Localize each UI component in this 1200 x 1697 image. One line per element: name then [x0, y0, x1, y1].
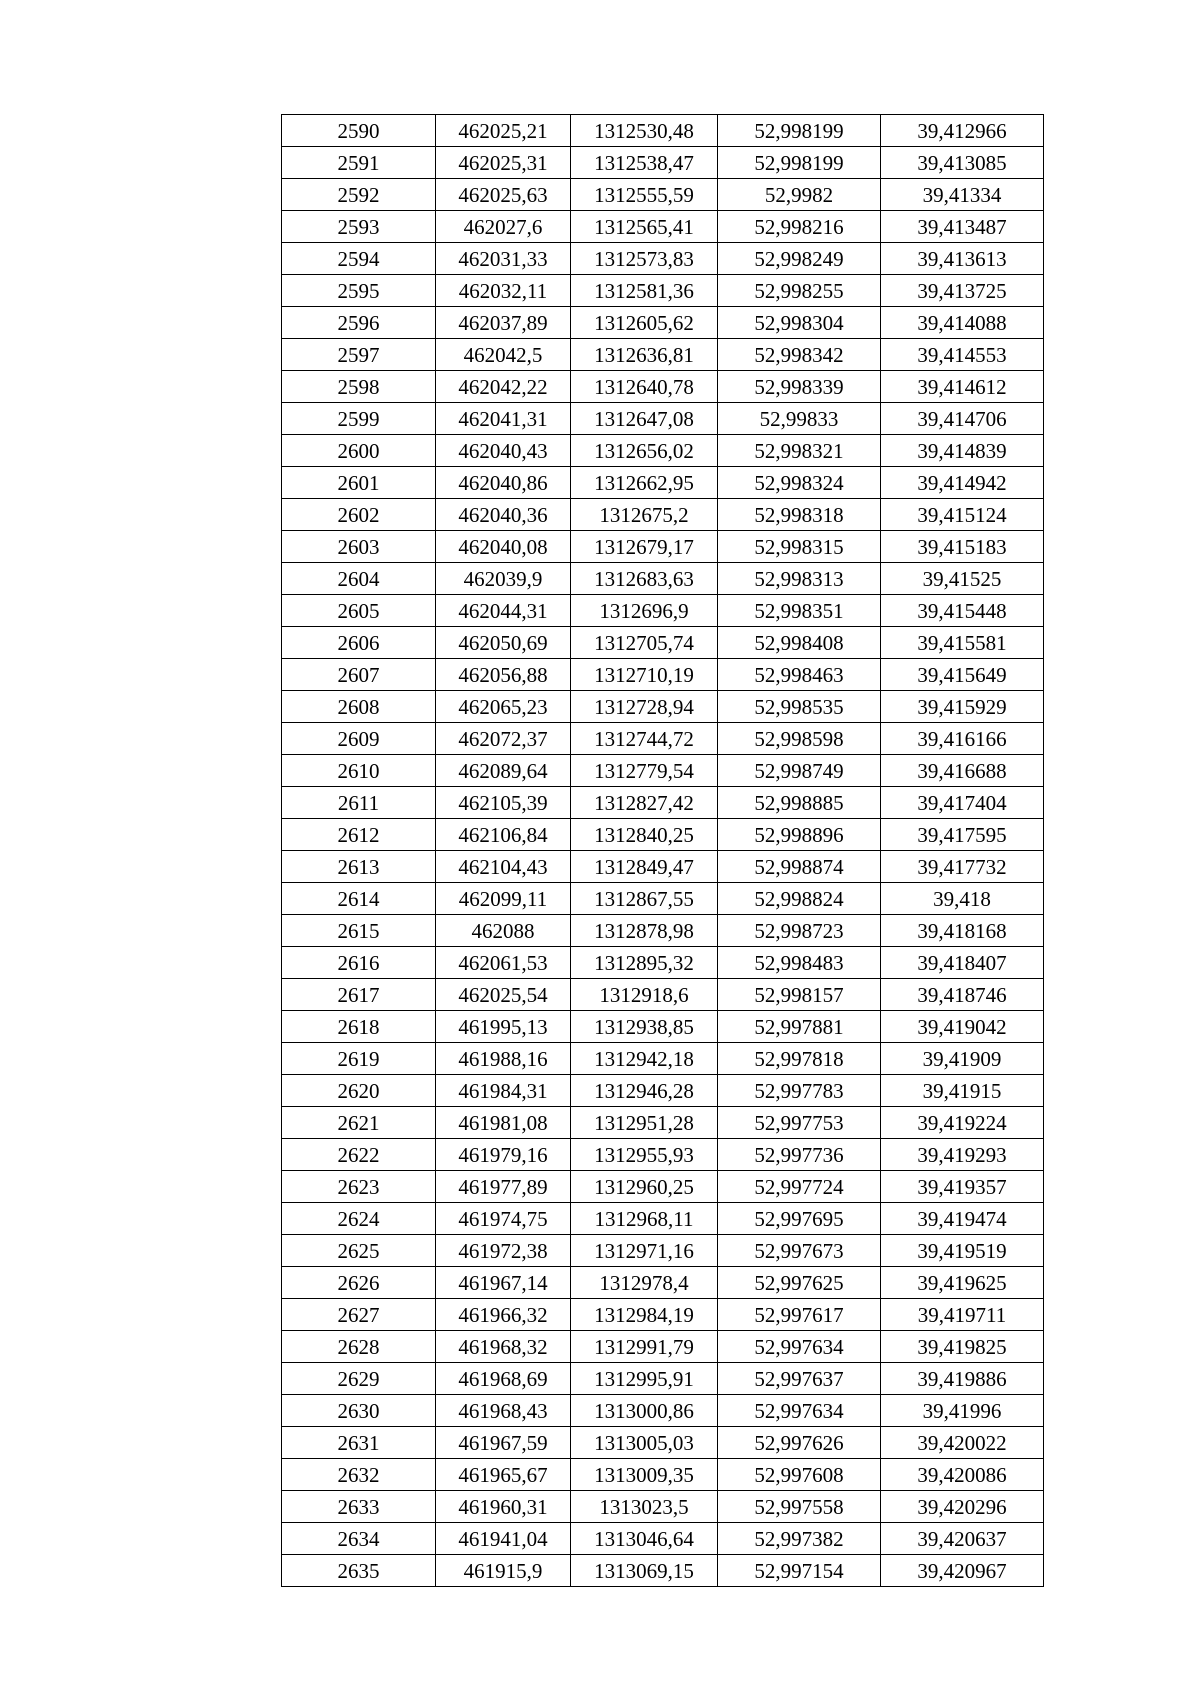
y-coordinate-cell: 1312946,28 — [571, 1075, 718, 1107]
table-row — [282, 1267, 1044, 1299]
longitude-cell: 39,41996 — [881, 1395, 1044, 1427]
x-coordinate-cell: 461974,75 — [436, 1203, 571, 1235]
point-number-cell: 2610 — [282, 755, 436, 787]
latitude-cell: 52,998749 — [718, 755, 881, 787]
point-number-cell: 2590 — [282, 115, 436, 147]
y-coordinate-cell: 1312530,48 — [571, 115, 718, 147]
point-number-cell: 2616 — [282, 947, 436, 979]
longitude-cell: 39,419625 — [881, 1267, 1044, 1299]
table-row — [282, 1331, 1044, 1363]
x-coordinate-cell: 462105,39 — [436, 787, 571, 819]
y-coordinate-cell: 1312605,62 — [571, 307, 718, 339]
table-row — [282, 1139, 1044, 1171]
longitude-cell: 39,41915 — [881, 1075, 1044, 1107]
y-coordinate-cell: 1312971,16 — [571, 1235, 718, 1267]
table-row — [282, 403, 1044, 435]
table-row — [282, 851, 1044, 883]
y-coordinate-cell: 1313000,86 — [571, 1395, 718, 1427]
point-number-cell: 2614 — [282, 883, 436, 915]
longitude-cell: 39,414088 — [881, 307, 1044, 339]
point-number-cell: 2604 — [282, 563, 436, 595]
x-coordinate-cell: 461965,67 — [436, 1459, 571, 1491]
longitude-cell: 39,419886 — [881, 1363, 1044, 1395]
longitude-cell: 39,419711 — [881, 1299, 1044, 1331]
x-coordinate-cell: 462044,31 — [436, 595, 571, 627]
table-row — [282, 979, 1044, 1011]
point-number-cell: 2594 — [282, 243, 436, 275]
point-number-cell: 2629 — [282, 1363, 436, 1395]
y-coordinate-cell: 1312991,79 — [571, 1331, 718, 1363]
y-coordinate-cell: 1312867,55 — [571, 883, 718, 915]
point-number-cell: 2630 — [282, 1395, 436, 1427]
latitude-cell: 52,998324 — [718, 467, 881, 499]
latitude-cell: 52,997818 — [718, 1043, 881, 1075]
table-row — [282, 1363, 1044, 1395]
y-coordinate-cell: 1312895,32 — [571, 947, 718, 979]
table-row — [282, 723, 1044, 755]
y-coordinate-cell: 1312978,4 — [571, 1267, 718, 1299]
longitude-cell: 39,415448 — [881, 595, 1044, 627]
latitude-cell: 52,997724 — [718, 1171, 881, 1203]
longitude-cell: 39,418168 — [881, 915, 1044, 947]
x-coordinate-cell: 461972,38 — [436, 1235, 571, 1267]
longitude-cell: 39,419825 — [881, 1331, 1044, 1363]
y-coordinate-cell: 1312705,74 — [571, 627, 718, 659]
x-coordinate-cell: 462061,53 — [436, 947, 571, 979]
table-row — [282, 211, 1044, 243]
coordinates-table — [281, 114, 1044, 1587]
y-coordinate-cell: 1312984,19 — [571, 1299, 718, 1331]
x-coordinate-cell: 462072,37 — [436, 723, 571, 755]
longitude-cell: 39,417404 — [881, 787, 1044, 819]
x-coordinate-cell: 461966,32 — [436, 1299, 571, 1331]
x-coordinate-cell: 462040,86 — [436, 467, 571, 499]
longitude-cell: 39,419293 — [881, 1139, 1044, 1171]
x-coordinate-cell: 461960,31 — [436, 1491, 571, 1523]
y-coordinate-cell: 1312581,36 — [571, 275, 718, 307]
longitude-cell: 39,413613 — [881, 243, 1044, 275]
latitude-cell: 52,997608 — [718, 1459, 881, 1491]
table-row — [282, 787, 1044, 819]
table-row — [282, 659, 1044, 691]
point-number-cell: 2628 — [282, 1331, 436, 1363]
x-coordinate-cell: 461977,89 — [436, 1171, 571, 1203]
latitude-cell: 52,998339 — [718, 371, 881, 403]
table-row — [282, 115, 1044, 147]
table-row — [282, 531, 1044, 563]
y-coordinate-cell: 1312960,25 — [571, 1171, 718, 1203]
x-coordinate-cell: 461968,69 — [436, 1363, 571, 1395]
latitude-cell: 52,998157 — [718, 979, 881, 1011]
point-number-cell: 2595 — [282, 275, 436, 307]
x-coordinate-cell: 462025,21 — [436, 115, 571, 147]
point-number-cell: 2592 — [282, 179, 436, 211]
latitude-cell: 52,998351 — [718, 595, 881, 627]
x-coordinate-cell: 462065,23 — [436, 691, 571, 723]
latitude-cell: 52,998874 — [718, 851, 881, 883]
point-number-cell: 2608 — [282, 691, 436, 723]
longitude-cell: 39,414839 — [881, 435, 1044, 467]
table-row — [282, 1043, 1044, 1075]
table-row — [282, 1299, 1044, 1331]
y-coordinate-cell: 1312683,63 — [571, 563, 718, 595]
point-number-cell: 2591 — [282, 147, 436, 179]
point-number-cell: 2618 — [282, 1011, 436, 1043]
longitude-cell: 39,412966 — [881, 115, 1044, 147]
point-number-cell: 2596 — [282, 307, 436, 339]
point-number-cell: 2617 — [282, 979, 436, 1011]
latitude-cell: 52,997637 — [718, 1363, 881, 1395]
y-coordinate-cell: 1312565,41 — [571, 211, 718, 243]
point-number-cell: 2623 — [282, 1171, 436, 1203]
longitude-cell: 39,418 — [881, 883, 1044, 915]
table-row — [282, 1395, 1044, 1427]
latitude-cell: 52,997695 — [718, 1203, 881, 1235]
longitude-cell: 39,415124 — [881, 499, 1044, 531]
table-row — [282, 1427, 1044, 1459]
y-coordinate-cell: 1312779,54 — [571, 755, 718, 787]
latitude-cell: 52,998598 — [718, 723, 881, 755]
x-coordinate-cell: 462050,69 — [436, 627, 571, 659]
x-coordinate-cell: 462040,36 — [436, 499, 571, 531]
latitude-cell: 52,997382 — [718, 1523, 881, 1555]
table-row — [282, 179, 1044, 211]
y-coordinate-cell: 1312938,85 — [571, 1011, 718, 1043]
y-coordinate-cell: 1312555,59 — [571, 179, 718, 211]
x-coordinate-cell: 462042,5 — [436, 339, 571, 371]
x-coordinate-cell: 462039,9 — [436, 563, 571, 595]
table-row — [282, 499, 1044, 531]
latitude-cell: 52,998255 — [718, 275, 881, 307]
point-number-cell: 2621 — [282, 1107, 436, 1139]
table-row — [282, 819, 1044, 851]
point-number-cell: 2601 — [282, 467, 436, 499]
x-coordinate-cell: 462042,22 — [436, 371, 571, 403]
table-row — [282, 1171, 1044, 1203]
point-number-cell: 2635 — [282, 1555, 436, 1587]
table-row — [282, 243, 1044, 275]
y-coordinate-cell: 1312744,72 — [571, 723, 718, 755]
longitude-cell: 39,420967 — [881, 1555, 1044, 1587]
y-coordinate-cell: 1312728,94 — [571, 691, 718, 723]
x-coordinate-cell: 461988,16 — [436, 1043, 571, 1075]
x-coordinate-cell: 461941,04 — [436, 1523, 571, 1555]
y-coordinate-cell: 1313005,03 — [571, 1427, 718, 1459]
longitude-cell: 39,416166 — [881, 723, 1044, 755]
latitude-cell: 52,997881 — [718, 1011, 881, 1043]
y-coordinate-cell: 1312573,83 — [571, 243, 718, 275]
table-row — [282, 595, 1044, 627]
y-coordinate-cell: 1312968,11 — [571, 1203, 718, 1235]
latitude-cell: 52,997753 — [718, 1107, 881, 1139]
point-number-cell: 2607 — [282, 659, 436, 691]
table-row — [282, 1235, 1044, 1267]
latitude-cell: 52,997736 — [718, 1139, 881, 1171]
point-number-cell: 2603 — [282, 531, 436, 563]
x-coordinate-cell: 462040,08 — [436, 531, 571, 563]
table-row — [282, 1555, 1044, 1587]
point-number-cell: 2632 — [282, 1459, 436, 1491]
table-row — [282, 339, 1044, 371]
x-coordinate-cell: 461915,9 — [436, 1555, 571, 1587]
coordinates-table-body — [282, 115, 1044, 1587]
y-coordinate-cell: 1312840,25 — [571, 819, 718, 851]
table-row — [282, 755, 1044, 787]
table-row — [282, 307, 1044, 339]
table-row — [282, 1107, 1044, 1139]
point-number-cell: 2593 — [282, 211, 436, 243]
longitude-cell: 39,414553 — [881, 339, 1044, 371]
point-number-cell: 2615 — [282, 915, 436, 947]
latitude-cell: 52,998408 — [718, 627, 881, 659]
table-row — [282, 883, 1044, 915]
x-coordinate-cell: 462040,43 — [436, 435, 571, 467]
latitude-cell: 52,998249 — [718, 243, 881, 275]
latitude-cell: 52,997625 — [718, 1267, 881, 1299]
latitude-cell: 52,998885 — [718, 787, 881, 819]
latitude-cell: 52,998199 — [718, 115, 881, 147]
y-coordinate-cell: 1312878,98 — [571, 915, 718, 947]
latitude-cell: 52,998199 — [718, 147, 881, 179]
longitude-cell: 39,415183 — [881, 531, 1044, 563]
x-coordinate-cell: 461984,31 — [436, 1075, 571, 1107]
longitude-cell: 39,420296 — [881, 1491, 1044, 1523]
table-row — [282, 1011, 1044, 1043]
y-coordinate-cell: 1312675,2 — [571, 499, 718, 531]
point-number-cell: 2600 — [282, 435, 436, 467]
table-row — [282, 691, 1044, 723]
latitude-cell: 52,997783 — [718, 1075, 881, 1107]
point-number-cell: 2609 — [282, 723, 436, 755]
point-number-cell: 2605 — [282, 595, 436, 627]
longitude-cell: 39,419474 — [881, 1203, 1044, 1235]
longitude-cell: 39,420086 — [881, 1459, 1044, 1491]
latitude-cell: 52,998535 — [718, 691, 881, 723]
table-row — [282, 627, 1044, 659]
y-coordinate-cell: 1312636,81 — [571, 339, 718, 371]
table-row — [282, 435, 1044, 467]
x-coordinate-cell: 462025,31 — [436, 147, 571, 179]
point-number-cell: 2622 — [282, 1139, 436, 1171]
table-row — [282, 1459, 1044, 1491]
point-number-cell: 2631 — [282, 1427, 436, 1459]
y-coordinate-cell: 1312955,93 — [571, 1139, 718, 1171]
y-coordinate-cell: 1312538,47 — [571, 147, 718, 179]
y-coordinate-cell: 1313069,15 — [571, 1555, 718, 1587]
longitude-cell: 39,415581 — [881, 627, 1044, 659]
latitude-cell: 52,998216 — [718, 211, 881, 243]
x-coordinate-cell: 462041,31 — [436, 403, 571, 435]
longitude-cell: 39,419224 — [881, 1107, 1044, 1139]
y-coordinate-cell: 1312656,02 — [571, 435, 718, 467]
table-row — [282, 915, 1044, 947]
latitude-cell: 52,997154 — [718, 1555, 881, 1587]
x-coordinate-cell: 461967,14 — [436, 1267, 571, 1299]
point-number-cell: 2611 — [282, 787, 436, 819]
latitude-cell: 52,997626 — [718, 1427, 881, 1459]
longitude-cell: 39,419519 — [881, 1235, 1044, 1267]
longitude-cell: 39,41525 — [881, 563, 1044, 595]
longitude-cell: 39,414706 — [881, 403, 1044, 435]
longitude-cell: 39,416688 — [881, 755, 1044, 787]
x-coordinate-cell: 462037,89 — [436, 307, 571, 339]
longitude-cell: 39,420637 — [881, 1523, 1044, 1555]
table-row — [282, 147, 1044, 179]
point-number-cell: 2598 — [282, 371, 436, 403]
point-number-cell: 2633 — [282, 1491, 436, 1523]
latitude-cell: 52,997673 — [718, 1235, 881, 1267]
y-coordinate-cell: 1312647,08 — [571, 403, 718, 435]
x-coordinate-cell: 462106,84 — [436, 819, 571, 851]
point-number-cell: 2613 — [282, 851, 436, 883]
latitude-cell: 52,998824 — [718, 883, 881, 915]
y-coordinate-cell: 1312942,18 — [571, 1043, 718, 1075]
latitude-cell: 52,998342 — [718, 339, 881, 371]
x-coordinate-cell: 462056,88 — [436, 659, 571, 691]
latitude-cell: 52,998463 — [718, 659, 881, 691]
latitude-cell: 52,998896 — [718, 819, 881, 851]
table-row — [282, 1491, 1044, 1523]
longitude-cell: 39,413725 — [881, 275, 1044, 307]
y-coordinate-cell: 1312640,78 — [571, 371, 718, 403]
longitude-cell: 39,415929 — [881, 691, 1044, 723]
latitude-cell: 52,998315 — [718, 531, 881, 563]
point-number-cell: 2606 — [282, 627, 436, 659]
table-row — [282, 467, 1044, 499]
point-number-cell: 2599 — [282, 403, 436, 435]
x-coordinate-cell: 461995,13 — [436, 1011, 571, 1043]
table-row — [282, 563, 1044, 595]
point-number-cell: 2619 — [282, 1043, 436, 1075]
x-coordinate-cell: 461981,08 — [436, 1107, 571, 1139]
point-number-cell: 2627 — [282, 1299, 436, 1331]
latitude-cell: 52,997558 — [718, 1491, 881, 1523]
y-coordinate-cell: 1312696,9 — [571, 595, 718, 627]
latitude-cell: 52,998723 — [718, 915, 881, 947]
longitude-cell: 39,414942 — [881, 467, 1044, 499]
table-row — [282, 371, 1044, 403]
x-coordinate-cell: 462088 — [436, 915, 571, 947]
latitude-cell: 52,9982 — [718, 179, 881, 211]
longitude-cell: 39,419042 — [881, 1011, 1044, 1043]
x-coordinate-cell: 461968,43 — [436, 1395, 571, 1427]
point-number-cell: 2597 — [282, 339, 436, 371]
point-number-cell: 2624 — [282, 1203, 436, 1235]
table-row — [282, 1523, 1044, 1555]
longitude-cell: 39,413085 — [881, 147, 1044, 179]
longitude-cell: 39,415649 — [881, 659, 1044, 691]
point-number-cell: 2625 — [282, 1235, 436, 1267]
y-coordinate-cell: 1312849,47 — [571, 851, 718, 883]
y-coordinate-cell: 1312918,6 — [571, 979, 718, 1011]
point-number-cell: 2612 — [282, 819, 436, 851]
x-coordinate-cell: 462104,43 — [436, 851, 571, 883]
y-coordinate-cell: 1312995,91 — [571, 1363, 718, 1395]
x-coordinate-cell: 462027,6 — [436, 211, 571, 243]
latitude-cell: 52,998318 — [718, 499, 881, 531]
longitude-cell: 39,413487 — [881, 211, 1044, 243]
longitude-cell: 39,414612 — [881, 371, 1044, 403]
x-coordinate-cell: 462089,64 — [436, 755, 571, 787]
point-number-cell: 2602 — [282, 499, 436, 531]
latitude-cell: 52,997634 — [718, 1395, 881, 1427]
latitude-cell: 52,998304 — [718, 307, 881, 339]
x-coordinate-cell: 461968,32 — [436, 1331, 571, 1363]
longitude-cell: 39,419357 — [881, 1171, 1044, 1203]
x-coordinate-cell: 462032,11 — [436, 275, 571, 307]
x-coordinate-cell: 462099,11 — [436, 883, 571, 915]
table-row — [282, 947, 1044, 979]
latitude-cell: 52,99833 — [718, 403, 881, 435]
y-coordinate-cell: 1312710,19 — [571, 659, 718, 691]
y-coordinate-cell: 1312827,42 — [571, 787, 718, 819]
x-coordinate-cell: 462025,63 — [436, 179, 571, 211]
latitude-cell: 52,997634 — [718, 1331, 881, 1363]
point-number-cell: 2626 — [282, 1267, 436, 1299]
point-number-cell: 2634 — [282, 1523, 436, 1555]
table-row — [282, 1075, 1044, 1107]
latitude-cell: 52,998321 — [718, 435, 881, 467]
y-coordinate-cell: 1312951,28 — [571, 1107, 718, 1139]
latitude-cell: 52,998313 — [718, 563, 881, 595]
longitude-cell: 39,418746 — [881, 979, 1044, 1011]
table-row — [282, 275, 1044, 307]
y-coordinate-cell: 1313023,5 — [571, 1491, 718, 1523]
x-coordinate-cell: 462025,54 — [436, 979, 571, 1011]
y-coordinate-cell: 1312662,95 — [571, 467, 718, 499]
longitude-cell: 39,417595 — [881, 819, 1044, 851]
longitude-cell: 39,420022 — [881, 1427, 1044, 1459]
table-row — [282, 1203, 1044, 1235]
y-coordinate-cell: 1312679,17 — [571, 531, 718, 563]
x-coordinate-cell: 461967,59 — [436, 1427, 571, 1459]
x-coordinate-cell: 461979,16 — [436, 1139, 571, 1171]
longitude-cell: 39,41334 — [881, 179, 1044, 211]
longitude-cell: 39,41909 — [881, 1043, 1044, 1075]
point-number-cell: 2620 — [282, 1075, 436, 1107]
y-coordinate-cell: 1313046,64 — [571, 1523, 718, 1555]
y-coordinate-cell: 1313009,35 — [571, 1459, 718, 1491]
latitude-cell: 52,998483 — [718, 947, 881, 979]
x-coordinate-cell: 462031,33 — [436, 243, 571, 275]
latitude-cell: 52,997617 — [718, 1299, 881, 1331]
longitude-cell: 39,417732 — [881, 851, 1044, 883]
longitude-cell: 39,418407 — [881, 947, 1044, 979]
